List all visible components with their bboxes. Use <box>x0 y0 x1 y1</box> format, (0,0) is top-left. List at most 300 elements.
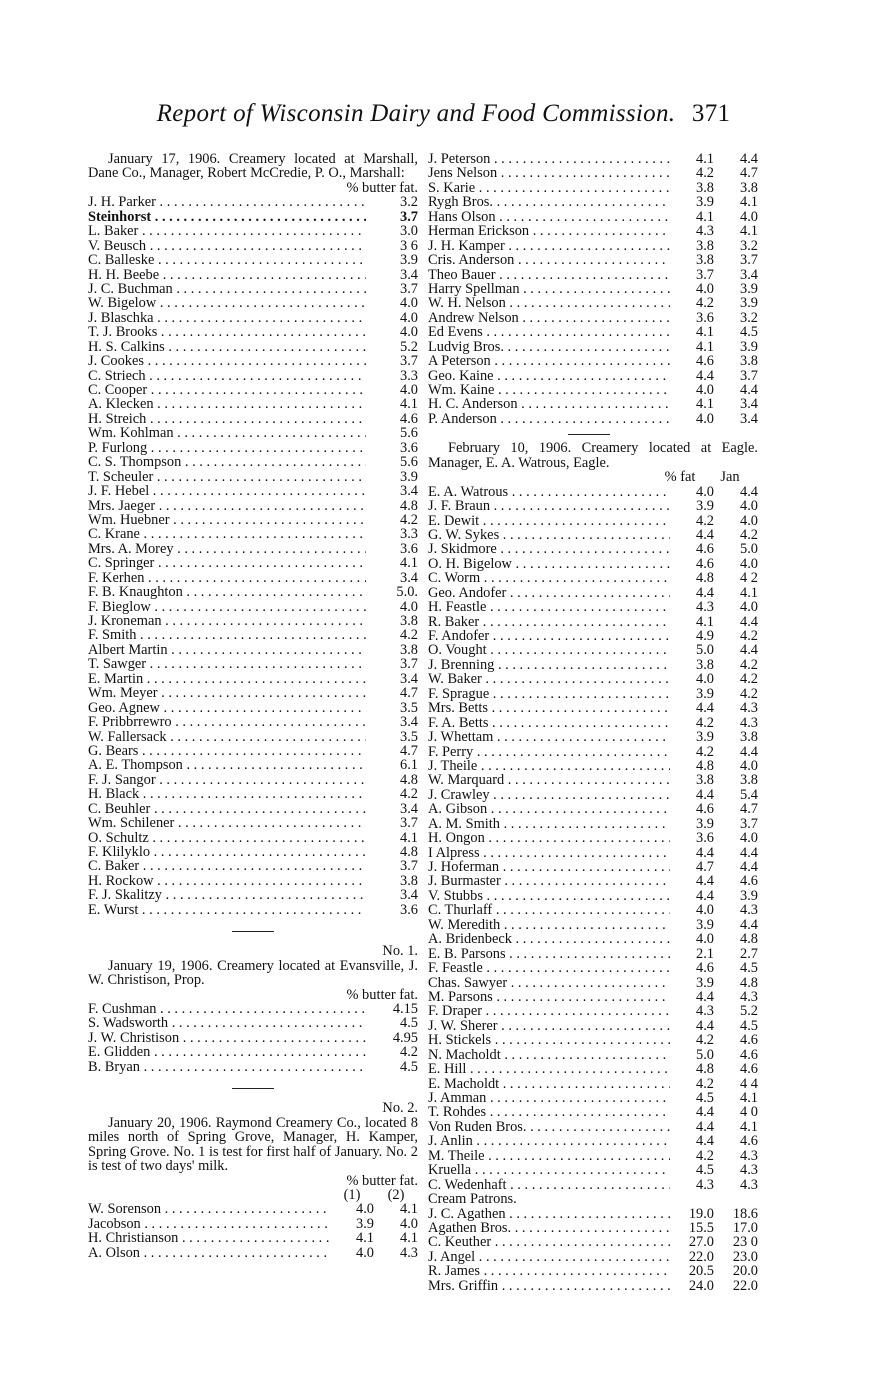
butter-fat-value: 3.4 <box>740 266 758 283</box>
patron-name: T. J. Brooks . . . <box>88 325 366 339</box>
table-row <box>88 600 418 614</box>
patron-name: Albert Martin . . . <box>88 643 366 657</box>
column-label: % fat <box>664 469 696 486</box>
butter-fat-value: 3.8 <box>400 613 418 630</box>
table-row <box>428 759 758 773</box>
butter-fat-value: 4 4 <box>740 1075 758 1092</box>
patron-name: F. Sprague . . . <box>428 687 670 701</box>
butter-fat-value: 5.4 <box>740 786 758 803</box>
butter-fat-value: 4.0 <box>696 280 714 297</box>
patron-name: S. Wadsworth . . . <box>88 1016 366 1030</box>
butter-fat-value: 23.0 <box>732 1248 758 1265</box>
butter-fat-value: 4.1 <box>400 555 418 572</box>
butter-fat-value: 3.4 <box>400 266 418 283</box>
table-row <box>88 470 418 484</box>
table-row <box>88 571 418 585</box>
table-row <box>88 816 418 830</box>
butter-fat-value: 5.2 <box>400 338 418 355</box>
butter-fat-value: 4.4 <box>696 988 714 1005</box>
butter-fat-value: 3.3 <box>400 526 418 543</box>
results-table <box>428 152 758 426</box>
patron-name: C. Thurlaff . . . <box>428 903 670 917</box>
patron-name: J. Blaschka . . . <box>88 311 366 325</box>
table-row <box>428 874 758 888</box>
butter-fat-value: 4.1 <box>740 1118 758 1135</box>
butter-fat-value: 4.4 <box>740 743 758 760</box>
patron-name: J. Hoferman . . . <box>428 860 670 874</box>
table-row <box>88 859 418 873</box>
table-row <box>428 1235 758 1249</box>
table-row <box>88 311 418 325</box>
butter-fat-value: 4.6 <box>696 353 714 370</box>
patron-name: Chas. Sawyer . . . <box>428 976 670 990</box>
patron-name: Harry Spellman . . . <box>428 282 670 296</box>
butter-fat-value: 3.4 <box>740 410 758 427</box>
patron-name: Geo. Andofer . . . <box>428 586 670 600</box>
patron-name: Theo Bauer . . . <box>428 268 670 282</box>
table-row <box>428 918 758 932</box>
table-row <box>428 860 758 874</box>
patron-name: F. B. Knaughton . . . <box>88 585 366 599</box>
column-label: (2) <box>387 1186 405 1203</box>
table-row <box>428 542 758 556</box>
butter-fat-value: 2.7 <box>740 945 758 962</box>
table-row <box>88 686 418 700</box>
table-row <box>428 1019 758 1033</box>
butter-fat-value: 3.9 <box>696 916 714 933</box>
table-row <box>88 903 418 917</box>
patron-name: E. B. Parsons . . . <box>428 947 670 961</box>
butter-fat-value: 5.0 <box>696 642 714 659</box>
patron-name: T. Sawger . . . <box>88 657 366 671</box>
table-row <box>428 889 758 903</box>
table-row <box>428 224 758 238</box>
butter-fat-value: 4.4 <box>740 916 758 933</box>
page-number: 371 <box>691 100 731 127</box>
butter-fat-value: 4.3 <box>696 599 714 616</box>
patron-name: W. Bigelow . . . <box>88 296 366 310</box>
butter-fat-value: 4.8 <box>400 497 418 514</box>
patron-name: M. Theile . . . <box>428 1149 670 1163</box>
patron-name: F. Perry . . . <box>428 745 670 759</box>
butter-fat-value: 4.4 <box>696 887 714 904</box>
butter-fat-value: 3.8 <box>696 772 714 789</box>
butter-fat-value: 4.2 <box>696 1147 714 1164</box>
butter-fat-value: 3.8 <box>400 641 418 658</box>
table-row <box>88 195 418 209</box>
patron-name: H. Streich . . . <box>88 412 366 426</box>
butter-fat-value: 4.15 <box>392 1001 418 1018</box>
table-row <box>88 441 418 455</box>
patron-name: E. Macholdt . . . <box>428 1077 670 1091</box>
butter-fat-value: 4.2 <box>696 165 714 182</box>
patron-name: J. Whettam . . . <box>428 730 670 744</box>
butter-fat-value: 3.4 <box>400 887 418 904</box>
patron-name: F. Draper . . . <box>428 1004 670 1018</box>
butter-fat-value: 4.2 <box>696 1032 714 1049</box>
table-row <box>88 369 418 383</box>
butter-fat-value: 20.5 <box>688 1263 714 1280</box>
butter-fat-value: 3.9 <box>740 338 758 355</box>
butter-fat-value: 5.6 <box>400 454 418 471</box>
butter-fat-value: 6.1 <box>400 757 418 774</box>
butter-fat-value: 20.0 <box>732 1263 758 1280</box>
butter-fat-value: 4.3 <box>696 223 714 240</box>
patron-name: V. Beusch . . . <box>88 239 366 253</box>
butter-fat-value: 5.6 <box>400 425 418 442</box>
table-row <box>428 195 758 209</box>
table-row <box>88 354 418 368</box>
column-label: Jan <box>720 469 740 486</box>
table-row <box>428 1004 758 1018</box>
butter-fat-value: 3.4 <box>400 714 418 731</box>
table-row <box>428 1105 758 1119</box>
table-row <box>88 513 418 527</box>
butter-fat-value: 4.2 <box>696 512 714 529</box>
patron-name: Rygh Bros. . . . <box>428 195 670 209</box>
table-row <box>88 614 418 628</box>
butter-fat-value: 3.8 <box>696 179 714 196</box>
butter-fat-value: 4.1 <box>696 151 714 167</box>
divider <box>232 1088 274 1089</box>
table-row <box>428 181 758 195</box>
butter-fat-value: 3.9 <box>740 295 758 312</box>
butter-fat-value: 4.0 <box>696 671 714 688</box>
patron-name: H. C. Anderson . . . <box>428 397 670 411</box>
patron-name: H. Feastle . . . <box>428 600 670 614</box>
table-row <box>428 817 758 831</box>
butter-fat-value: 4.4 <box>696 1104 714 1121</box>
column-subheader <box>88 1188 418 1202</box>
butter-fat-value: 4.8 <box>740 974 758 991</box>
butter-fat-value: 3.2 <box>400 194 418 211</box>
butter-fat-value: 4.5 <box>696 1090 714 1107</box>
patron-name: H. Stickels . . . <box>428 1033 670 1047</box>
table-row <box>428 485 758 499</box>
table-row <box>88 397 418 411</box>
patron-name: O. Schultz . . . <box>88 831 366 845</box>
patron-name: S. Karie . . . <box>428 181 670 195</box>
butter-fat-value: 4.5 <box>400 1015 418 1032</box>
butter-fat-value: 4.1 <box>356 1230 374 1247</box>
butter-fat-value: 3.8 <box>740 353 758 370</box>
butter-fat-value: 4.3 <box>740 1176 758 1193</box>
butter-fat-value: 3.8 <box>696 656 714 673</box>
butter-fat-value: 4.0 <box>696 902 714 919</box>
butter-fat-value: 4.0 <box>400 1215 418 1232</box>
butter-fat-value: 4.6 <box>740 1061 758 1078</box>
table-row <box>428 239 758 253</box>
butter-fat-value: 3.6 <box>400 439 418 456</box>
table-row <box>88 628 418 642</box>
divider <box>568 434 610 435</box>
patron-name: Geo. Kaine . . . <box>428 369 670 383</box>
table-row <box>428 412 758 426</box>
table-row <box>88 1031 418 1045</box>
butter-fat-value: 4.4 <box>696 526 714 543</box>
butter-fat-value: 3.7 <box>740 367 758 384</box>
butter-fat-value: 5.0. <box>396 584 418 601</box>
patron-name: Von Ruden Bros. . . . <box>428 1120 670 1134</box>
butter-fat-value: 4.8 <box>696 570 714 587</box>
table-row <box>428 383 758 397</box>
patron-name: Wm. Schilener . . . <box>88 816 366 830</box>
patron-name: Agathen Bros. . . . <box>428 1221 670 1235</box>
butter-fat-value: 3.9 <box>696 974 714 991</box>
butter-fat-value: 3.6 <box>400 540 418 557</box>
table-row <box>428 961 758 975</box>
patron-name: F. Feastle . . . <box>428 961 670 975</box>
butter-fat-value: 3.4 <box>400 483 418 500</box>
table-row <box>428 831 758 845</box>
butter-fat-value: 4.1 <box>740 194 758 211</box>
butter-fat-value: 4.6 <box>696 960 714 977</box>
table-row <box>428 773 758 787</box>
patron-name: J. H. Parker . . . <box>88 195 366 209</box>
table-row <box>88 426 418 440</box>
butter-fat-value: 4.7 <box>400 742 418 759</box>
butter-fat-value: 3.7 <box>740 252 758 269</box>
patron-name: Mrs. Griffin . . . <box>428 1279 670 1293</box>
patron-name: Hans Olson . . . <box>428 210 670 224</box>
table-row <box>428 166 758 180</box>
table-row <box>88 1045 418 1059</box>
table-row <box>428 210 758 224</box>
butter-fat-value: 4.2 <box>740 526 758 543</box>
table-row <box>428 354 758 368</box>
butter-fat-value: 3.7 <box>400 858 418 875</box>
table-row <box>428 643 758 657</box>
butter-fat-value: 4.2 <box>400 627 418 644</box>
patron-name: H. Black . . . <box>88 787 366 801</box>
table-row <box>428 658 758 672</box>
table-row <box>88 455 418 469</box>
butter-fat-value: 3.6 <box>696 830 714 847</box>
butter-fat-value: 4.1 <box>696 208 714 225</box>
butter-fat-value: 4.2 <box>740 628 758 645</box>
butter-fat-value: 23 0 <box>732 1234 758 1251</box>
table-row <box>88 1231 418 1245</box>
butter-fat-value: 4.5 <box>740 1017 758 1034</box>
butter-fat-value: 4.2 <box>400 511 418 528</box>
butter-fat-value: 4.0 <box>696 382 714 398</box>
patron-name: Jens Nelson . . . <box>428 166 670 180</box>
patron-name: J. Kroneman . . . <box>88 614 366 628</box>
butter-fat-value: 3.9 <box>696 194 714 211</box>
table-row <box>428 615 758 629</box>
butter-fat-value: 4.1 <box>740 223 758 240</box>
patron-name: M. Parsons . . . <box>428 990 670 1004</box>
table-row <box>428 932 758 946</box>
butter-fat-value: 4.0 <box>740 208 758 225</box>
butter-fat-value: 4.0 <box>740 830 758 847</box>
table-row <box>88 527 418 541</box>
table-row <box>88 412 418 426</box>
butter-fat-value: 3.6 <box>696 309 714 326</box>
butter-fat-value: 3.8 <box>400 872 418 889</box>
patron-name: G. W. Sykes . . . <box>428 528 670 542</box>
patron-name: J. C. Buchman . . . <box>88 282 366 296</box>
butter-fat-value: 4.6 <box>696 801 714 818</box>
table-row <box>88 758 418 772</box>
butter-fat-value: 4.0 <box>740 757 758 774</box>
patron-name: Wm. Kaine . . . <box>428 383 670 397</box>
butter-fat-value: 4.4 <box>696 844 714 861</box>
patron-name: F. Cushman . . . <box>88 1002 366 1016</box>
table-row <box>88 239 418 253</box>
butter-fat-value: 4.8 <box>696 757 714 774</box>
butter-fat-value: 4.4 <box>696 1133 714 1150</box>
table-row <box>428 528 758 542</box>
butter-fat-value: 4.6 <box>740 873 758 890</box>
butter-fat-value: 4.4 <box>740 382 758 398</box>
patron-name: O. H. Bigelow . . . <box>428 557 670 571</box>
patron-name: J. Amman . . . <box>428 1091 670 1105</box>
patron-name: H. Christianson . . . <box>88 1231 330 1245</box>
results-table <box>88 1002 418 1074</box>
butter-fat-value: 5.2 <box>740 1003 758 1020</box>
patron-name: J. C. Agathen . . . <box>428 1207 670 1221</box>
patron-name: Geo. Agnew . . . <box>88 701 366 715</box>
patron-name: Mrs. A. Morey . . . <box>88 542 366 556</box>
patron-name: A. E. Thompson . . . <box>88 758 366 772</box>
divider <box>232 931 274 932</box>
butter-fat-value: 17.0 <box>732 1220 758 1236</box>
butter-fat-value: 24.0 <box>688 1277 714 1294</box>
butter-fat-value: 3.4 <box>740 396 758 413</box>
table-row <box>428 514 758 528</box>
butter-fat-value: 5.0 <box>696 1046 714 1063</box>
table-row <box>88 657 418 671</box>
patron-name: P. Anderson . . . <box>428 412 670 426</box>
page-header <box>0 100 887 128</box>
butter-fat-value: 4.2 <box>740 656 758 673</box>
table-row <box>88 744 418 758</box>
butter-fat-value: 4.3 <box>740 902 758 919</box>
table-row <box>88 340 418 354</box>
patron-name: F. Kerhen . . . <box>88 571 366 585</box>
table-row <box>428 947 758 961</box>
patron-name: W. Fallersack . . . <box>88 730 366 744</box>
butter-fat-value: 3.9 <box>696 815 714 832</box>
butter-fat-value: 4.4 <box>696 786 714 803</box>
butter-fat-value: 4.2 <box>400 1044 418 1061</box>
table-row <box>88 253 418 267</box>
table-row <box>88 888 418 902</box>
butter-fat-value: 3.8 <box>740 179 758 196</box>
patron-name: Wm. Kohlman . . . <box>88 426 366 440</box>
butter-fat-value: 3.9 <box>740 887 758 904</box>
table-row <box>428 282 758 296</box>
table-row <box>88 1060 418 1074</box>
butter-fat-value: 4.1 <box>400 829 418 846</box>
butter-fat-value: 4.2 <box>740 671 758 688</box>
patron-name: J. W. Sherer . . . <box>428 1019 670 1033</box>
table-row <box>428 369 758 383</box>
patron-name: J. Skidmore . . . <box>428 542 670 556</box>
butter-fat-value: 3.7 <box>400 280 418 297</box>
left-column <box>88 152 418 1260</box>
table-row <box>88 715 418 729</box>
table-row <box>428 1264 758 1278</box>
patron-name: H. Ongon . . . <box>428 831 670 845</box>
patron-name: C. Krane . . . <box>88 527 366 541</box>
table-row <box>428 397 758 411</box>
butter-fat-value: 4.6 <box>696 555 714 572</box>
table-row <box>428 1048 758 1062</box>
patron-name: N. Macholdt . . . <box>428 1048 670 1062</box>
column-header <box>428 470 758 484</box>
patron-name: W. H. Nelson . . . <box>428 296 670 310</box>
table-row <box>428 629 758 643</box>
butter-fat-value: 4.3 <box>740 1147 758 1164</box>
patron-name: G. Bears . . . <box>88 744 366 758</box>
table-row <box>428 976 758 990</box>
section-intro: January 19, 1906. Creamery located at Evansville, J. W. Christison, Prop. <box>88 957 418 989</box>
butter-fat-value: 2.1 <box>696 945 714 962</box>
table-row <box>88 845 418 859</box>
butter-fat-value: 4.6 <box>740 1032 758 1049</box>
butter-fat-value: 4 2 <box>740 570 758 587</box>
butter-fat-value: 4.5 <box>696 1162 714 1179</box>
table-row <box>428 253 758 267</box>
patron-name: E. Dewit . . . <box>428 514 670 528</box>
butter-fat-value: 4.3 <box>740 1162 758 1179</box>
butter-fat-value: 4.4 <box>740 859 758 876</box>
butter-fat-value: 22.0 <box>688 1248 714 1265</box>
butter-fat-value: 3 6 <box>400 237 418 254</box>
column-header: % butter fat. <box>346 179 418 196</box>
table-row <box>428 788 758 802</box>
butter-fat-value: 4.2 <box>696 295 714 312</box>
cream-patrons-heading: Cream Patrons. <box>428 1191 517 1208</box>
patron-name: Steinhorst . . . <box>88 210 366 224</box>
butter-fat-value: 4 0 <box>740 1104 758 1121</box>
butter-fat-value: 4.4 <box>696 873 714 890</box>
patron-name: C. Baker . . . <box>88 859 366 873</box>
butter-fat-value: 4.1 <box>740 1090 758 1107</box>
butter-fat-value: 4.0 <box>740 599 758 616</box>
patron-name: E. Glidden . . . <box>88 1045 366 1059</box>
butter-fat-value: 4.0 <box>400 295 418 312</box>
butter-fat-value: 4.5 <box>400 1058 418 1075</box>
butter-fat-value: 4.4 <box>696 584 714 601</box>
table-row <box>88 701 418 715</box>
test-number-label: No. 2. <box>382 1100 418 1117</box>
butter-fat-value: 4.3 <box>740 988 758 1005</box>
table-row <box>88 831 418 845</box>
table-row <box>428 1091 758 1105</box>
table-row <box>88 325 418 339</box>
patron-name: H. S. Calkins . . . <box>88 340 366 354</box>
test-number-label: No. 1. <box>382 943 418 960</box>
table-row <box>88 585 418 599</box>
column-header: % butter fat. <box>346 1172 418 1189</box>
butter-fat-value: 4.0 <box>400 382 418 399</box>
butter-fat-value: 4.2 <box>696 1075 714 1092</box>
butter-fat-value: 4.5 <box>740 324 758 341</box>
butter-fat-value: 4.4 <box>696 1017 714 1034</box>
patron-name: A. M. Smith . . . <box>428 817 670 831</box>
butter-fat-value: 4.1 <box>740 584 758 601</box>
butter-fat-value: 3.7 <box>696 266 714 283</box>
butter-fat-value: 4.7 <box>740 165 758 182</box>
butter-fat-value: 3.9 <box>400 468 418 485</box>
table-row <box>428 325 758 339</box>
patron-name: Wm. Meyer . . . <box>88 686 366 700</box>
butter-fat-value: 3.9 <box>696 498 714 515</box>
patron-name: J. F. Hebel . . . <box>88 484 366 498</box>
